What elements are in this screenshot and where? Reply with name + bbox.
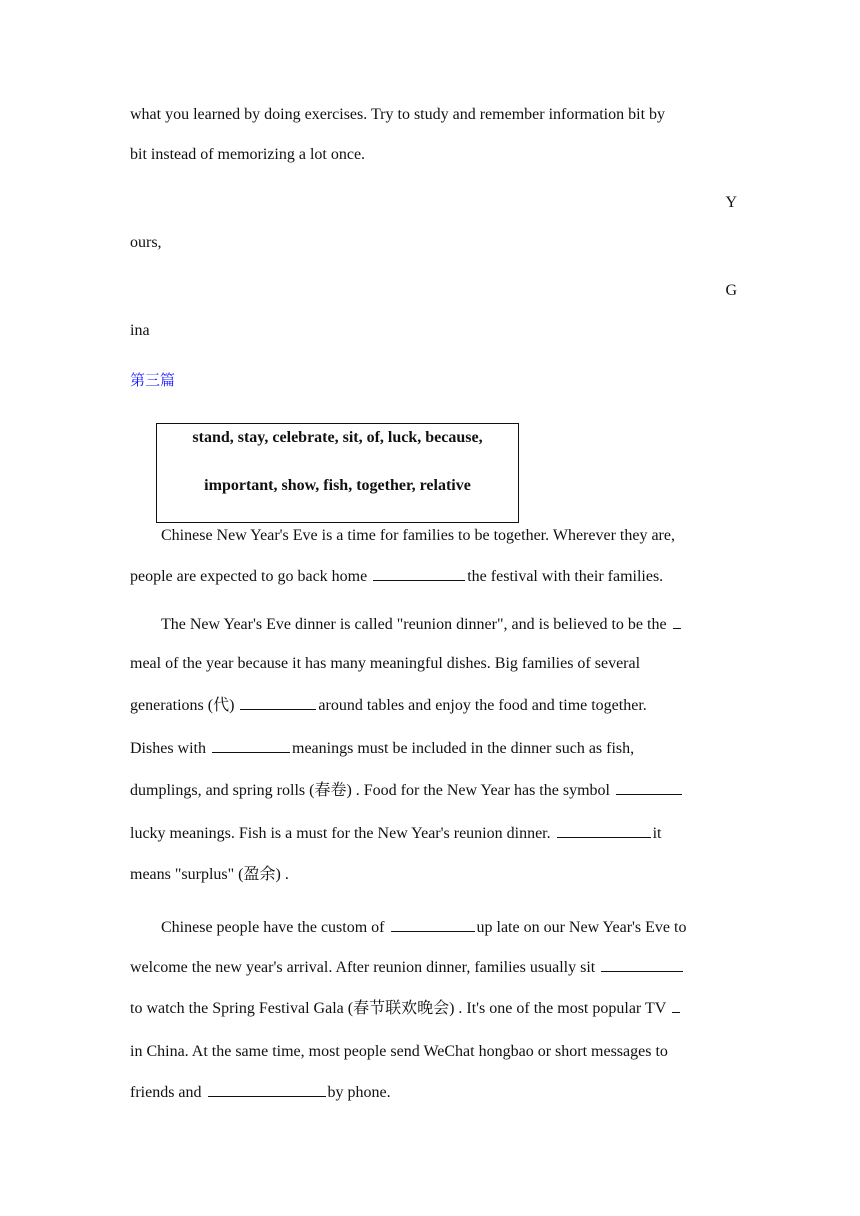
blank-2[interactable]	[673, 614, 681, 629]
text-segment: friends and	[130, 1084, 202, 1101]
blank-9[interactable]	[672, 998, 680, 1013]
text-line: meal of the year because it has many meaningful dishes. Big families of several	[130, 655, 641, 672]
text-segment: by phone.	[327, 1084, 391, 1101]
text-line	[130, 1082, 391, 1103]
text-segment: people are expected to go back home	[130, 568, 368, 585]
text-line	[130, 998, 682, 1019]
text-segment: meanings must be included in the dinner such as fish,	[292, 740, 635, 757]
blank-7[interactable]	[391, 917, 475, 932]
blank-3[interactable]	[240, 695, 316, 710]
text-line	[130, 738, 634, 759]
closing-part: ours,	[130, 234, 162, 251]
blank-8[interactable]	[601, 957, 683, 972]
word-bank-row: important, show, fish, together, relative	[204, 477, 471, 494]
text-segment: Dishes with	[130, 740, 206, 757]
text-segment: to watch the Spring Festival Gala (春节联欢晚会) . It's one of the most popular TV	[130, 1000, 666, 1017]
blank-4[interactable]	[212, 738, 290, 753]
text-segment: generations (代)	[130, 697, 235, 714]
text-segment: The New Year's Eve dinner is called "reunion dinner", and is believed to be the	[161, 616, 667, 633]
text-segment: dumplings, and spring rolls (春卷) . Food for the New Year has the symbol	[130, 782, 610, 799]
text-segment: welcome the new year's arrival. After reunion dinner, families usually sit	[130, 959, 596, 976]
text-line	[130, 566, 663, 587]
text-line	[130, 823, 662, 844]
signature-part: ina	[130, 322, 150, 339]
text-segment: up late on our New Year's Eve to	[476, 919, 687, 936]
text-line	[161, 917, 686, 938]
blank-6[interactable]	[557, 823, 651, 838]
text-segment: lucky meanings. Fish is a must for the New Year's reunion dinner.	[130, 825, 551, 842]
blank-1[interactable]	[373, 566, 465, 581]
text-line	[130, 695, 647, 716]
closing-part: Y	[725, 194, 737, 211]
text-segment: it	[652, 825, 662, 842]
text-line: Chinese New Year's Eve is a time for families to be together. Wherever they are,	[161, 527, 675, 544]
text-segment: around tables and enjoy the food and time together.	[318, 697, 647, 714]
section-heading: 第三篇	[130, 371, 176, 389]
text-line	[161, 614, 683, 635]
text-line	[130, 780, 684, 801]
blank-10[interactable]	[208, 1082, 326, 1097]
text-line	[130, 957, 685, 978]
text-line: means "surplus" (盈余) .	[130, 866, 289, 883]
text-segment: Chinese people have the custom of	[161, 919, 385, 936]
text-line: bit instead of memorizing a lot once.	[130, 146, 366, 163]
signature-part: G	[725, 282, 737, 299]
text-line: in China. At the same time, most people send WeChat hongbao or short messages to	[130, 1043, 668, 1060]
blank-5[interactable]	[616, 780, 682, 795]
word-bank-box	[156, 423, 519, 523]
word-bank-row: stand, stay, celebrate, sit, of, luck, because,	[192, 429, 483, 446]
text-segment: the festival with their families.	[467, 568, 664, 585]
text-line: what you learned by doing exercises. Try to study and remember information bit by	[130, 106, 666, 123]
